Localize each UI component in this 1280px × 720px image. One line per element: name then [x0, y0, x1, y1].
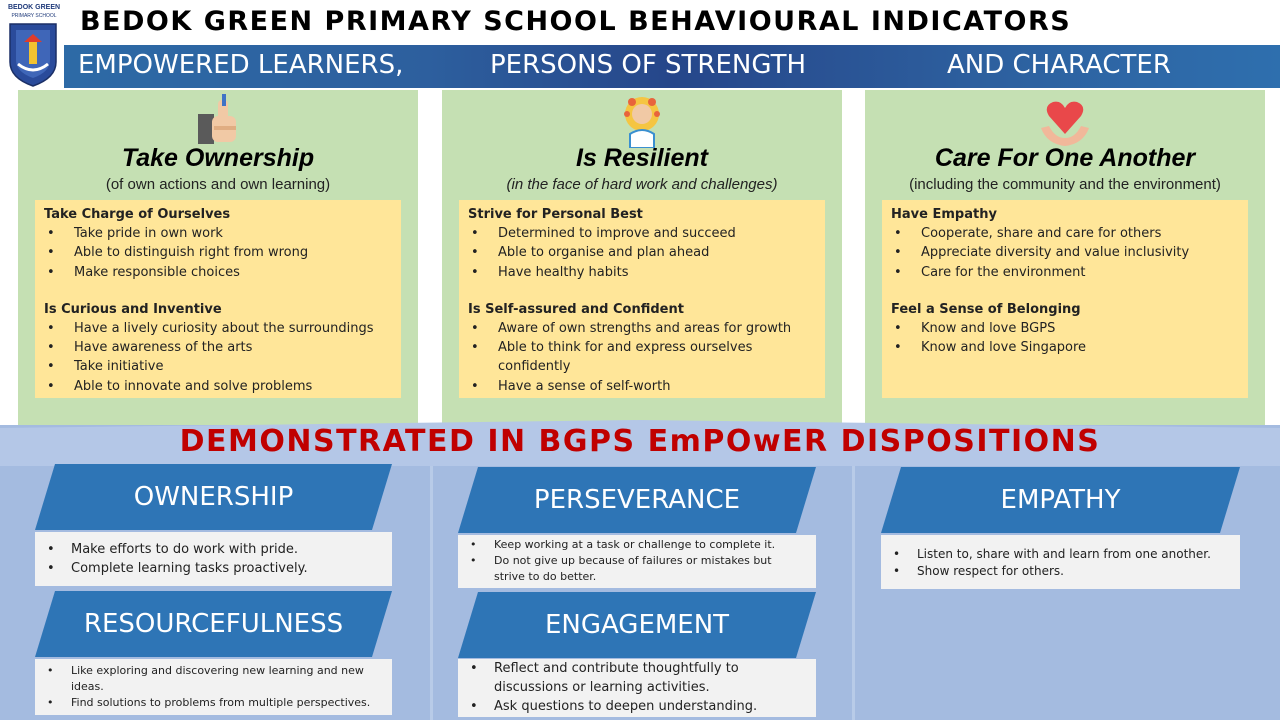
resourcefulness-indicators [35, 659, 392, 715]
disposition-label: PERSEVERANCE [533, 485, 741, 515]
column-divider [430, 466, 433, 720]
list-item: • Able to innovate and solve problems [44, 377, 392, 396]
list-item: • Do not give up because of failures or mistakes but strive to do better. [462, 553, 812, 585]
list-item: • Able to organise and plan ahead [468, 243, 816, 262]
section-heading: Is Self-assured and Confident [468, 301, 684, 317]
indicator-box [459, 200, 825, 398]
section-heading: Strive for Personal Best [468, 207, 643, 222]
section-heading: Feel a Sense of Belonging [891, 301, 1081, 317]
list-item: • Know and love Singapore [891, 338, 1239, 357]
card-take-ownership [18, 90, 418, 425]
card-title: Is Resilient [576, 144, 708, 172]
column-divider [852, 466, 855, 720]
ownership-indicators [35, 532, 392, 586]
section-heading: Have Empathy [891, 207, 997, 222]
banner-text-character: AND CHARACTER [947, 50, 1171, 80]
list-item: • Know and love BGPS [891, 319, 1239, 338]
perseverance-indicators [458, 535, 816, 588]
indicator-box [882, 200, 1248, 398]
card-subtitle: (of own actions and own learning) [105, 176, 331, 193]
list-item: • Have healthy habits [468, 263, 816, 282]
card-title: Care For One Another [934, 144, 1196, 172]
list-item: • Ask questions to deepen understanding. [462, 697, 812, 716]
indicator-box [35, 200, 401, 398]
list-item: • Have a sense of self-worth [468, 377, 816, 396]
list-item: • Listen to, share with and learn from one another. [885, 546, 1236, 563]
list-item: • Have awareness of the arts [44, 338, 392, 357]
card-subtitle: (in the face of hard work and challenges) [506, 176, 778, 193]
list-item: • Appreciate diversity and value inclusivity [891, 243, 1239, 262]
list-item: • Take pride in own work [44, 224, 392, 243]
dispositions-heading: DEMONSTRATED IN BGPS EmPOwER DISPOSITIONS [179, 424, 1101, 459]
page-title: BEDOK GREEN PRIMARY SCHOOL BEHAVIOURAL INDICATORS [80, 6, 1072, 37]
list-item: • Make responsible choices [44, 263, 392, 282]
disposition-resourcefulness [35, 591, 392, 657]
list-item: • Have a lively curiosity about the surroundings [44, 319, 392, 338]
thumbs-up-icon [188, 94, 248, 148]
list-item: • Able to think for and express ourselves confidently [468, 338, 816, 377]
disposition-label: RESOURCEFULNESS [83, 609, 344, 639]
empathy-indicators [881, 535, 1240, 589]
list-item: • Find solutions to problems from multiple perspectives. [39, 695, 388, 711]
list-item: • Complete learning tasks proactively. [39, 559, 388, 578]
section-heading: Is Curious and Inventive [44, 301, 222, 317]
list-item: • Show respect for others. [885, 563, 1236, 580]
logo-school-sub: PRIMARY SCHOOL [11, 13, 57, 19]
list-item: • Like exploring and discovering new learning and new ideas. [39, 663, 388, 695]
list-item: • Reflect and contribute thoughtfully to discussions or learning activities. [462, 659, 812, 697]
card-is-resilient [442, 90, 842, 425]
card-subtitle: (including the community and the environment) [909, 176, 1221, 193]
logo-school-name: BEDOK GREEN [7, 4, 61, 11]
card-title: Take Ownership [121, 144, 315, 172]
brain-person-icon [612, 94, 672, 148]
list-item: • Able to distinguish right from wrong [44, 243, 392, 262]
card-care-for-one-another [865, 90, 1265, 425]
disposition-label: ENGAGEMENT [544, 610, 730, 640]
banner-text-learners: EMPOWERED LEARNERS, [78, 50, 404, 80]
disposition-ownership [35, 464, 392, 530]
disposition-label: EMPATHY [1000, 485, 1121, 515]
disposition-perseverance [458, 467, 816, 533]
list-item: • Determined to improve and succeed [468, 224, 816, 243]
disposition-engagement [458, 592, 816, 658]
disposition-label: OWNERSHIP [133, 482, 294, 512]
list-item: • Aware of own strengths and areas for growth [468, 319, 816, 338]
list-item: • Cooperate, share and care for others [891, 224, 1239, 243]
list-item: • Care for the environment [891, 263, 1239, 282]
list-item: • Make efforts to do work with pride. [39, 540, 388, 559]
section-heading: Take Charge of Ourselves [44, 207, 231, 222]
engagement-indicators [458, 659, 816, 717]
disposition-empathy [881, 467, 1240, 533]
list-item: • Take initiative [44, 357, 392, 376]
banner-text-strength: PERSONS OF STRENGTH [490, 50, 807, 80]
heart-hands-icon [1035, 94, 1095, 148]
list-item: • Keep working at a task or challenge to complete it. [462, 537, 812, 553]
school-logo-text [6, 4, 62, 20]
